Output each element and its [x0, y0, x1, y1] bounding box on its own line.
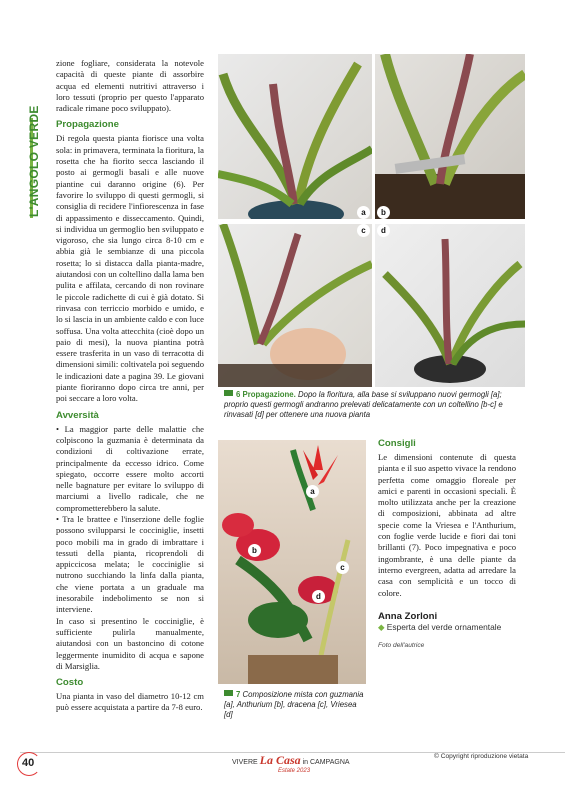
caption-marker	[224, 690, 233, 696]
caption-7-text: Composizione mista con guzmania [a], Anthurium [b], dracena [c], Vriesea [d]	[224, 690, 364, 719]
photo-7-tag-b: b	[248, 544, 261, 557]
magazine-issue: Estate 2023	[278, 768, 311, 774]
photo-7-tag-c: c	[336, 561, 349, 574]
photo-6b	[375, 54, 525, 219]
photo-6c-tag: c	[357, 224, 370, 237]
plant-illustration	[218, 224, 372, 387]
photo-7	[218, 440, 366, 684]
consigli-heading: Consigli	[378, 438, 416, 449]
section-sidebar	[26, 105, 42, 218]
author-name: Anna Zorloni	[378, 610, 438, 622]
caption-6-title: Propagazione.	[242, 390, 296, 399]
photo-6d	[375, 224, 525, 387]
avversita-bullet-1: • La maggior parte delle malattie che colpiscono la guzmania è determinata da condizioni di coltivazione errate, principalmente da eccesso idrico. Come spiegato, occorre essere molto accorti nelle bagnature per evitare lo sviluppo di marciumi a livello radicale, che ne comprometterebbero la salute.	[56, 423, 204, 513]
magazine-right: in CAMPAGNA	[302, 759, 350, 766]
copyright: © Copyright riproduzione vietata	[434, 753, 529, 760]
caption-6-text: Dopo la fioritura, alla base si sviluppano nuovi germogli [a]; proprio questi germogli andranno prelevati delicatamente con un coltellino [b-c] e rinvasati [d] per ottenere una nuova pianta	[224, 390, 503, 419]
photo-credit: Foto dell'autrice	[378, 641, 425, 649]
caption-marker	[224, 390, 233, 396]
plant-illustration	[218, 54, 372, 219]
magazine-left: VIVERE	[232, 759, 258, 766]
photo-7-tag-a: a	[306, 485, 319, 498]
magazine-logo	[232, 753, 350, 774]
column-1	[56, 58, 204, 714]
intro-paragraph: zione fogliare, considerata la notevole capacità di queste piante di assorbire acqua ed elementi nutritivi attraverso i loro tessuti (proprio per questo l'apparato radicale rimane poco sviluppato).	[56, 58, 204, 114]
caption-7	[224, 690, 364, 720]
propagazione-paragraph: Di regola questa pianta fiorisce una volta sola: in primavera, terminata la fioritura, la rosetta che ha fiorito secca lasciando il posto ai germogli basali e alle nuove piantine cui daranno origine (6). Per favorire lo sviluppo di questi germogli, si consiglia di recidere l'infiorescenza in fase di appassimento e disseccamento. Quindi, si individua un germoglio ben sviluppato e vigoroso, che sia lungo circa 8-10 cm e abbia già le sembianze di una piccola rosetta; lo si distacca dalla pianta-madre, aiutandosi con un coltellino dalla lama ben pulita e affilata, cercando di non rovinare le piccole radichette di cui è già dotato. Si rinvasa con terriccio morbido e umido, e lo si lascia in un ambiente caldo e con luce soffusa. Una volta attecchita (cioè dopo un paio di mesi), la nuova piantina potrà essere trasferita in un vaso di terracotta di dimensioni simili: coltivatela poi seguendo le indicazioni date a pagina 39. Le giovani piante fioriranno dopo circa tre anni, per poi seccare a loro volta.	[56, 133, 204, 404]
magazine-casa: La Casa	[259, 753, 301, 767]
sidebar-label: L'ANGOLO VERDE	[27, 105, 41, 217]
photo-6b-tag: b	[377, 206, 390, 219]
photo-7-tag-d: d	[312, 590, 325, 603]
avversita-heading: Avversità	[56, 409, 99, 421]
caption-6-number: 6	[236, 390, 241, 399]
photo-6a-tag: a	[357, 206, 370, 219]
avversita-paragraph: In caso si presentino le cocciniglie, è sufficiente pulirla manualmente, aiutandosi con un bastoncino di cotone leggermente inumidito di acqua e sapone di Marsiglia.	[56, 615, 204, 671]
avversita-bullet-2: • Tra le brattee e l'inserzione delle foglie possono svilupparsi le cocciniglie, insetti poco mobili ma in grado di imbrattare i tessuti della pianta, ricoprendoli di appiccicosa melata; le cocciniglie si nutrono succhiando la linfa dalla pianta, che viene portata a un graduale ma inesorabile indebolimento se non si interviene.	[56, 513, 204, 615]
photo-6a	[218, 54, 372, 219]
diamond-icon: ◆	[378, 621, 385, 632]
costo-heading: Costo	[56, 677, 84, 689]
consigli-column	[378, 438, 516, 649]
author-role-row	[378, 622, 516, 632]
plant-illustration	[375, 54, 525, 219]
propagazione-heading: Propagazione	[56, 119, 119, 131]
caption-6	[224, 390, 524, 420]
photo-6c	[218, 224, 372, 387]
author-role: Esperta del verde ornamentale	[386, 621, 502, 632]
consigli-paragraph: Le dimensioni contenute di questa pianta e il suo aspetto vivace la rendono perfetta come omaggio floreale per amici e parenti in occasioni speciali. È molto utilizzata anche per la creazione di composizioni, abbinata ad altre specie come la Vriesea e l'Anthurium, con foglie verde lucide e fiori dai toni brillanti (7). Poco impegnativa e poco ingombrante, è una delle piante da interno evergreen, adatta ad arredare la casa con semplicità e un tocco di colore.	[378, 452, 516, 598]
caption-7-number: 7	[236, 690, 241, 699]
photo-6d-tag: d	[377, 224, 390, 237]
plant-illustration	[375, 224, 525, 387]
costo-paragraph: Una pianta in vaso del diametro 10-12 cm può essere acquistata a partire da 7-8 euro.	[56, 691, 204, 713]
page-number: 40	[22, 757, 35, 769]
